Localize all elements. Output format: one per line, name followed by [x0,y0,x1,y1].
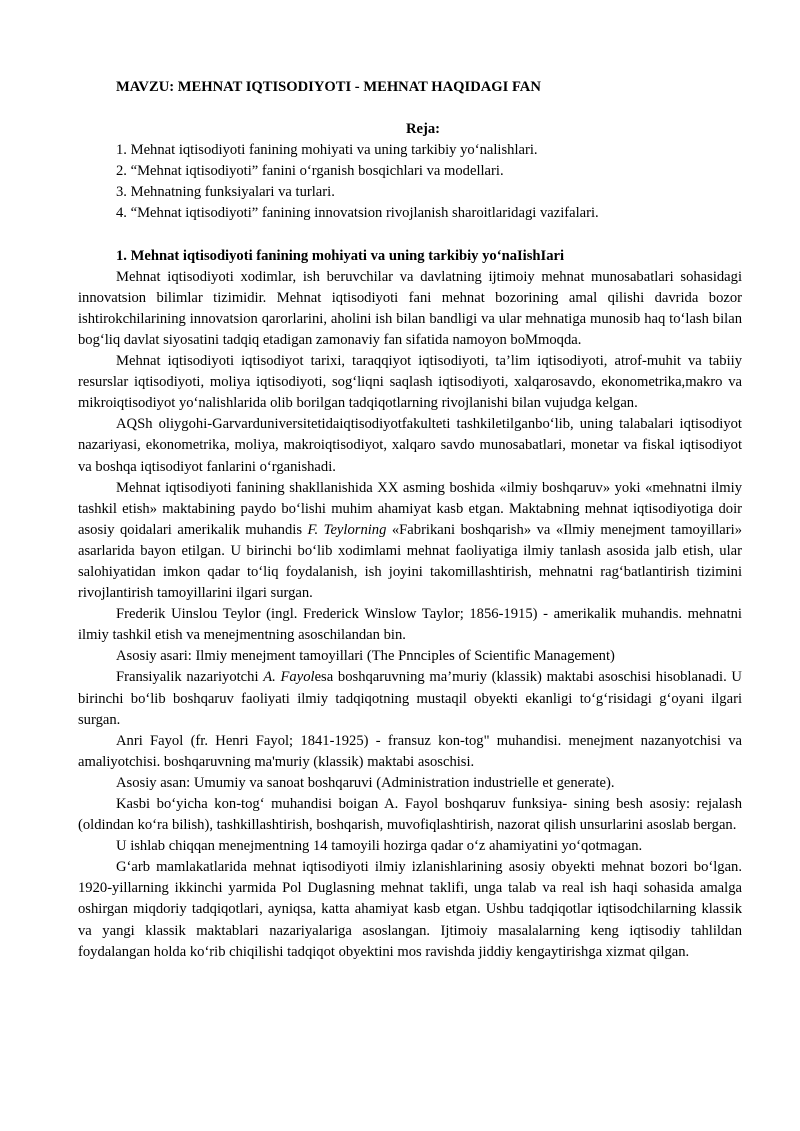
paragraph [78,667,742,730]
paragraph: G‘arb mamlakatlarida mehnat iqtisodiyoti ilmiy izlanishlarining asosiy obyekti mehnat bozori bo‘lgan. 1920-yillarning ikkinchi yarmida Pol Duglasning mehnat taklifi, unga talab va real ish haqi sohasida amalga oshirgan miqdoriy tadqiqotlari, ayniqsa, katta ahamiyat kasb etgan. Ushbu tadqiqotlar iqtisodchilarning klassik va yangi klassik maktablari nazariyalariga asoslangan. Ijtimoiy masalalarning keng iqtisodiy tahlildan foydalangan holda ko‘rib chiqilishi tadqiqot obyektini mos ravishda jiddiy kengaytirishga xizmat qilgan. [78,859,742,960]
paragraph [78,478,742,605]
paragraph: Anri Fayol (fr. Henri Fayol; 1841-1925) - fransuz kon-tog" muhandisi. menejment nazanyotchisi va amaliyotchisi. boshqaruvning ma'muriy (klassik) maktabi asoschisi. [78,732,742,770]
paragraph: Asosiy asari: Ilmiy menejment tamoyillari (The Pnnciples of Scientific Management) [116,648,615,665]
paragraph-text: esa boshqaruvning ma’muriy (klassik) maktabi asoschisi hisoblanadi. U birinchi bo‘lib boshqaruv faoliyati ilmiy tadqiqotning mustaqil obyekti ekanligi to‘g‘risidagi g‘oyani ilgari surgan. [78,669,742,728]
paragraph: Mehnat iqtisodiyoti iqtisodiyot tarixi, taraqqiyot iqtisodiyoti, ta’lim iqtisodiyoti, atrof-muhit va tabiiy resurslar iqtisodiyoti, moliya iqtisodiyoti, sog‘liqni saqlash iqtisodiyoti, xalqarosavdo, ekonometrika,makro va mikroiqtisodiyot yo‘nalishlarida olib borilgan tadqiqotlarning rivojlanishi bilan vujudga kelgan. [78,353,742,412]
author-name: F. Teylorning [307,521,387,538]
paragraph-text: Mehnat iqtisodiyoti fanining shakllanishida XX asming boshida «ilmiy boshqaruv» yoki «mehnatni ilmiy tashkil etish» maktabining paydo bo‘lishi muhim ahamiyat kasb etgan. Maktabning mehnat iqtisodiyotiga doir asosiy qoidalari amerikalik muhandis [78,479,742,538]
plan-list [78,140,742,224]
paragraph-text: «Fabrikani boshqarish» va «Ilmiy menejment tamoyillari» asarlarida bayon etilgan. U birinchi bo‘lib xodimlami mehnat faoliyatiga ilmiy tanlash asosida jalb etish, ular salohiyatidan imkon qadar to‘liq foydalanish, ish joyini takomillashtirish, mehnatni rag‘batlantirish tizimini rivojlantirish tamoyillarini ilgari surgan. [78,521,742,602]
plan-item: 4. “Mehnat iqtisodiyoti” fanining innovatsion rivojlanish sharoitlaridagi vazifalari. [116,205,599,222]
plan-item: 2. “Mehnat iqtisodiyoti” fanini o‘rganish bosqichlari va modellari. [116,163,504,180]
paragraph: U ishlab chiqqan menejmentning 14 tamoyili hozirga qadar o‘z ahamiyatini yo‘qotmagan. [116,838,643,855]
paragraph: Kasbi bo‘yicha kon-tog‘ muhandisi boigan A. Fayol boshqaruv funksiya- sining besh asosiy: rejalash (oldindan ko‘ra bilish), tashkillashtirish, boshqarish, muvofiqlashtirish, nazorat qilish unsurlarini asoslab bergan. [78,796,742,834]
paragraph: Asosiy asan: Umumiy va sanoat boshqaruvi (Administration industrielle et generate). [116,774,615,791]
plan-item: 3. Mehnatning funksiyalari va turlari. [116,184,335,201]
document-title: MAVZU: MEHNAT IQTISODIYOTI - MEHNAT HAQIDAGI FAN [116,79,541,95]
paragraph: Mehnat iqtisodiyoti xodimlar, ish beruvchilar va davlatning ijtimoiy mehnat munosabatlari sohasidagi innovatsion bilimlar tizimidir. Mehnat iqtisodiyoti fani mehnat bozorining amal qilishi davrida bozor ishtirokchilarining innovatsion qarorlarini, aholini ish bilan bandligi va ular mehnatiga munosib haq to‘lash bilan bog‘liq davlat siyosatini tadqiq etadigan zamonaviy fan sifatida namoyon boMmoqda. [78,268,742,348]
author-name: A. Fayol [263,669,315,686]
spacer [78,225,742,246]
paragraph-text: Fransiyalik nazariyotchi [116,669,264,686]
section-heading: 1. Mehnat iqtisodiyoti fanining mohiyati va uning tarkibiy yo‘naIishIari [116,247,565,264]
paragraph: Frederik Uinslou Teylor (ingl. Frederick Winslow Taylor; 1856-1915) - amerikalik muhandis. mehnatni ilmiy tashkil etish va menejmentning asoschilandan bin. [78,606,742,644]
paragraph: AQSh oliygohi-Garvarduniversitetidaiqtisodiyotfakulteti tashkiletilganbo‘lib, uning talabalari iqtisodiyot nazariyasi, ekonometrika, moliya, makroiqtisodiyot, xalqaro savdo munosabatlari, monetar va fiskal iqtisodiyot va boshqa iqtisodiyot fanlarini o‘rganishadi. [78,416,742,475]
plan-item: 1. Mehnat iqtisodiyoti fanining mohiyati va uning tarkibiy yo‘nalishlari. [116,142,538,159]
document-page [78,77,742,963]
plan-heading: Reja: [405,121,441,138]
